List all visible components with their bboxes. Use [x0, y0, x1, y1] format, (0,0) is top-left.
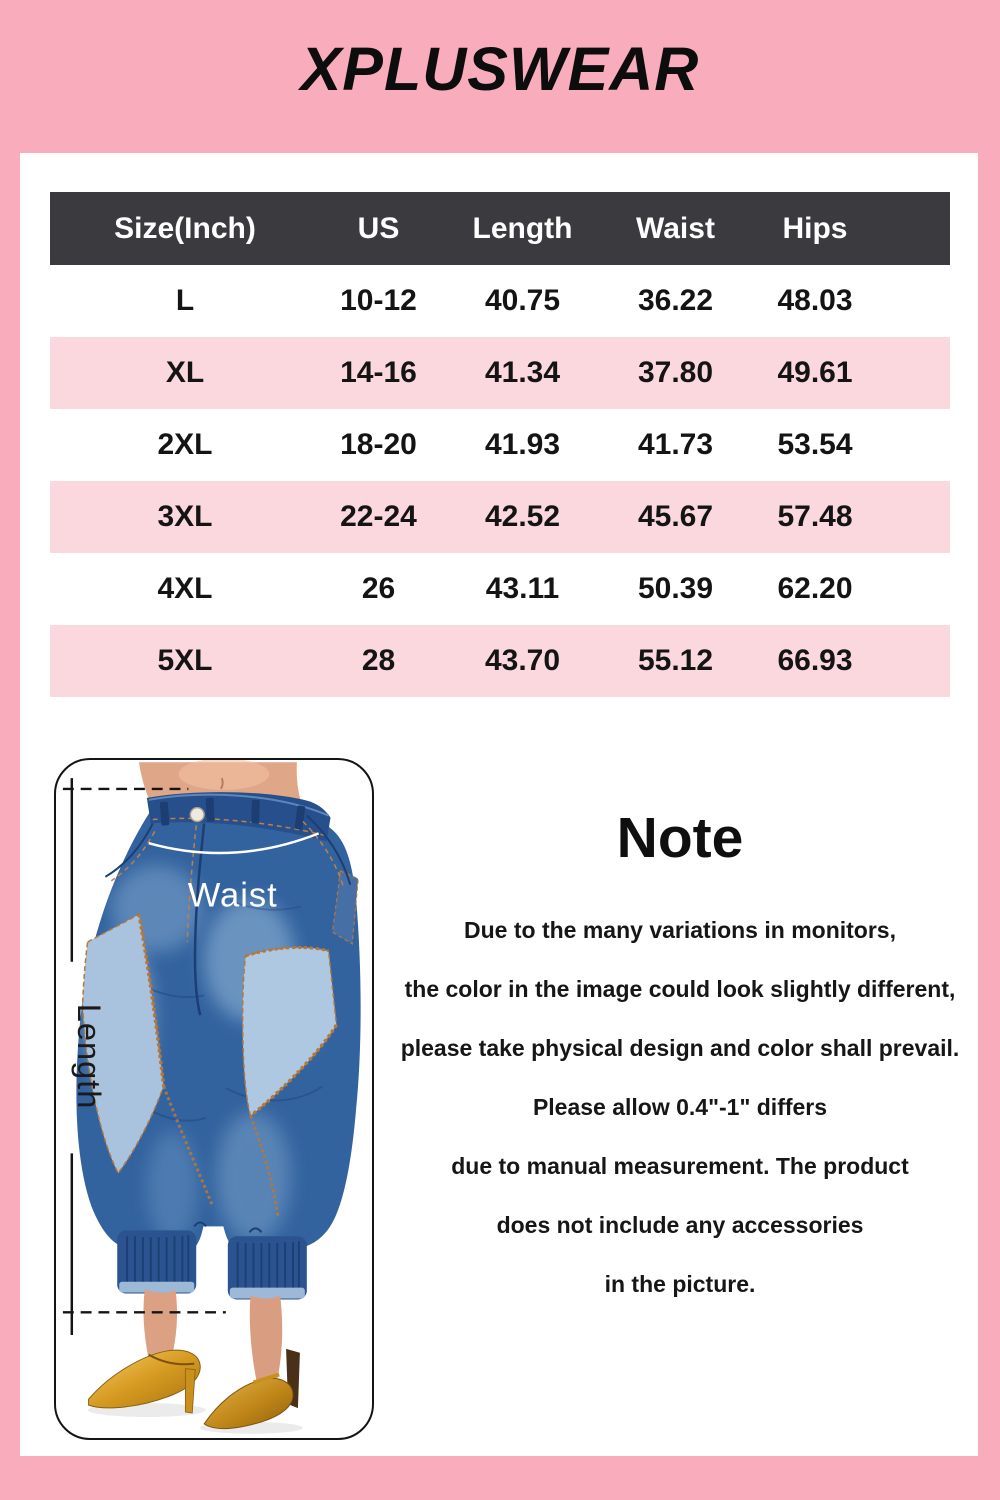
length-value: 43.11 — [485, 572, 560, 605]
us-value: 10-12 — [340, 284, 417, 317]
length-value: 41.34 — [484, 356, 561, 389]
waist-value: 41.73 — [637, 428, 714, 461]
waist-value: 45.67 — [637, 500, 714, 533]
us-value: 22-24 — [340, 500, 417, 533]
column-header-us: US — [357, 211, 400, 245]
hips-value: 48.03 — [777, 284, 853, 317]
table-row — [50, 481, 950, 553]
waist-value: 50.39 — [637, 572, 714, 605]
length-value: 40.75 — [484, 284, 561, 317]
note-line: Please allow 0.4"-1" differs — [532, 1094, 828, 1120]
hips-value: 53.54 — [777, 428, 853, 461]
measurement-diagram-card — [54, 758, 374, 1440]
column-header-waist: Waist — [636, 211, 715, 245]
brand-logo: XPLUSWEAR — [300, 35, 700, 103]
size-value: XL — [165, 356, 205, 389]
us-value: 18-20 — [340, 428, 417, 461]
note-line: does not include any accessories — [496, 1212, 864, 1238]
table-row — [50, 553, 950, 625]
hips-value: 57.48 — [777, 500, 853, 533]
us-value: 26 — [361, 572, 396, 605]
length-measure-label: Length — [71, 1003, 108, 1110]
column-header-size: Size(Inch) — [114, 211, 256, 245]
jeans-measurement-illustration — [56, 760, 372, 1438]
waist-value: 55.12 — [637, 644, 714, 677]
us-value: 28 — [361, 644, 396, 677]
size-value: 3XL — [157, 500, 213, 533]
size-value: 4XL — [157, 572, 213, 605]
column-header-length: Length — [472, 211, 573, 245]
note-line: please take physical design and color shall prevail. — [400, 1035, 960, 1061]
waist-value: 37.80 — [637, 356, 714, 389]
size-value: 2XL — [157, 428, 213, 461]
size-chart-header-row — [50, 192, 950, 265]
content-panel — [20, 153, 978, 1456]
column-header-hips: Hips — [782, 211, 848, 245]
waist-measure-label: Waist — [187, 876, 278, 915]
size-chart-table — [50, 192, 950, 697]
size-value: 5XL — [157, 644, 213, 677]
length-value: 43.70 — [484, 644, 561, 677]
table-row — [50, 265, 950, 337]
note-line: due to manual measurement. The product — [451, 1153, 909, 1179]
us-value: 14-16 — [340, 356, 417, 389]
length-value: 41.93 — [484, 428, 561, 461]
hips-value: 62.20 — [777, 572, 853, 605]
hips-value: 49.61 — [777, 356, 853, 389]
table-row — [50, 409, 950, 481]
note-section — [390, 805, 970, 1330]
waist-value: 36.22 — [637, 284, 714, 317]
note-line: the color in the image could look slightly different, — [404, 976, 956, 1002]
note-line: in the picture. — [604, 1271, 756, 1297]
hips-value: 66.93 — [777, 644, 853, 677]
table-row — [50, 625, 950, 697]
note-title: Note — [616, 806, 744, 870]
jeans-button — [190, 808, 204, 822]
length-value: 42.52 — [484, 500, 561, 533]
size-value: L — [175, 284, 195, 317]
table-row — [50, 337, 950, 409]
note-line: Due to the many variations in monitors, — [464, 917, 896, 943]
